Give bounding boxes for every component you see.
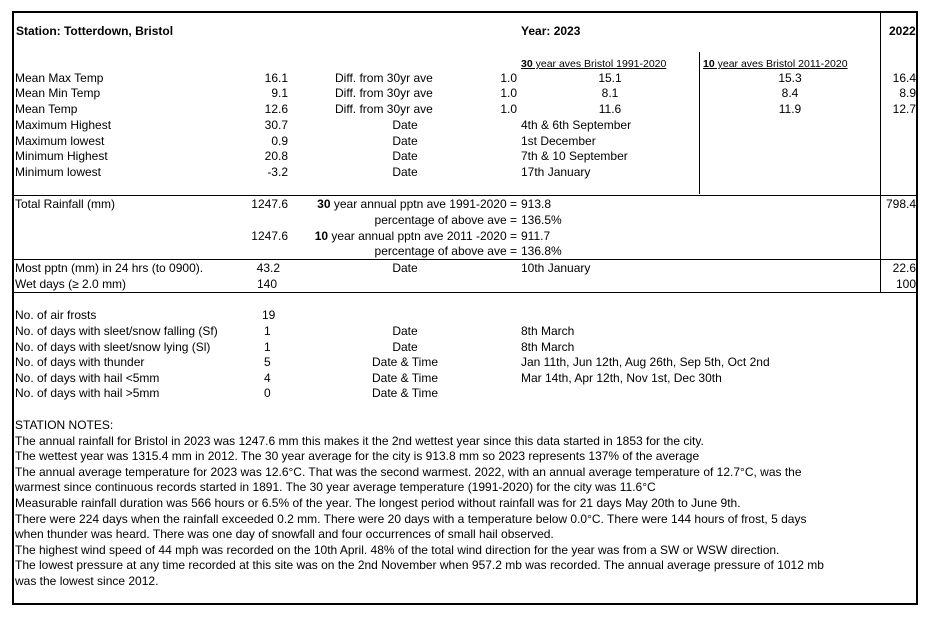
row-value: 16.1	[264, 71, 288, 85]
row-label: Mean Min Temp	[15, 86, 101, 100]
row-label: Wet days (≥ 2.0 mm)	[15, 277, 127, 291]
note-line: The lowest pressure at any time recorded at this site was on the 2nd November when 957.2 mb was recorded. The annual average pressure of 1012 mb	[15, 558, 824, 573]
row-value: 5	[264, 355, 271, 369]
row-value: -3.2	[267, 165, 288, 179]
prev-year-value: 22.6	[892, 261, 916, 275]
row-value: 0	[264, 386, 271, 400]
ave-10yr-value: 8.4	[781, 86, 799, 100]
ave-30yr-value: 8.1	[601, 86, 619, 100]
date-label: Date & Time	[371, 355, 439, 369]
note-line: Measurable rainfall duration was 566 hours or 6.5% of the year. The longest period without rainfall was for 21 days May 20th to June 9th.	[15, 495, 741, 510]
rainfall-pct30-value: 136.5%	[521, 213, 562, 227]
note-line: The highest wind speed of 44 mph was recorded on the 10th April. 48% of the total wind direction for the year was from a SW or WSW direction.	[15, 542, 780, 557]
diff-value: 1.0	[500, 86, 517, 100]
row-label: No. of days with sleet/snow lying (Sl)	[15, 340, 211, 354]
date-label: Date	[392, 340, 418, 354]
note-line: The wettest year was 1315.4 mm in 2012. The 30 year average for the city is 913.8 mm so 2023 represents 137% of the average	[15, 449, 700, 464]
row-value: 0.9	[271, 134, 288, 148]
ave-10yr-heading: 10 year aves Bristol 2011-2020	[703, 58, 848, 70]
prev-year-value: 8.9	[899, 86, 916, 100]
prev-year-value: 16.4	[892, 71, 916, 85]
prev-year-value: 12.7	[892, 102, 916, 116]
row-label: No. of days with hail >5mm	[15, 386, 160, 400]
rainfall-ave30-value: 913.8	[521, 197, 552, 211]
rainfall-prev-year: 798.4	[885, 197, 916, 211]
date-label: Date	[392, 324, 418, 338]
row-label: No. of air frosts	[15, 308, 97, 322]
rainfall-pct30-label: percentage of above ave =	[374, 213, 517, 227]
diff-label: Diff. from 30yr ave	[335, 71, 433, 85]
station-name: Station: Totterdown, Bristol	[16, 24, 174, 38]
date-value: 8th March	[521, 324, 575, 338]
note-line: warmest since continuous records started in 1891. The 30 year average temperature (1991-2020) for the city was 11.6°C	[15, 480, 656, 495]
row-label: Minimum lowest	[15, 165, 102, 179]
note-line: when thunder was heard. There was one day of snowfall and four occurrences of small hail observed.	[15, 527, 554, 542]
row-label: Maximum lowest	[15, 134, 105, 148]
ave-30yr-value: 15.1	[598, 71, 622, 85]
divider-rainfall-bottom	[13, 259, 917, 260]
rainfall-label: Total Rainfall (mm)	[15, 197, 116, 211]
row-value: 140	[256, 277, 277, 291]
note-line: There were 224 days when the rainfall exceeded 0.2 mm. There were 20 days with a temperature below 0.0°C. There were 144 hours of frost, 5 days	[15, 511, 807, 526]
date-label: Date	[392, 261, 418, 275]
ave-10yr-value: 11.9	[778, 102, 802, 116]
divider-2022-column	[880, 12, 881, 292]
row-label: No. of days with hail <5mm	[15, 371, 160, 385]
year-title: Year: 2023	[521, 24, 581, 38]
rainfall-pct10-value: 136.8%	[521, 244, 562, 258]
prev-year-value: 100	[895, 277, 916, 291]
rainfall-pct10-label: percentage of above ave =	[374, 244, 517, 258]
date-label: Date	[392, 165, 418, 179]
date-label: Date	[392, 149, 418, 163]
note-line: was the lowest since 2012.	[15, 573, 159, 588]
rainfall-value: 1247.6	[251, 197, 288, 211]
row-label: No. of days with sleet/snow falling (Sf)	[15, 324, 218, 338]
divider-rainfall-top	[13, 195, 917, 196]
divider-pptn-bottom	[13, 292, 917, 293]
row-value: 1	[264, 340, 271, 354]
date-value: Mar 14th, Apr 12th, Nov 1st, Dec 30th	[521, 371, 722, 385]
row-label: Minimum Highest	[15, 149, 108, 163]
row-value: 4	[264, 371, 271, 385]
date-value: 7th & 10 September	[521, 149, 628, 163]
row-label: Maximum Highest	[15, 118, 112, 132]
date-value: 4th & 6th September	[521, 118, 632, 132]
note-line: The annual average temperature for 2023 was 12.6°C. That was the second warmest. 2022, with an annual average temperature of 12.7°C, was the	[15, 464, 802, 479]
row-value: 43.2	[256, 261, 280, 275]
date-label: Date & Time	[371, 386, 439, 400]
date-value: 10th January	[521, 261, 591, 275]
row-label: Mean Max Temp	[15, 71, 104, 85]
row-value: 20.8	[264, 149, 288, 163]
date-value: 8th March	[521, 340, 575, 354]
date-label: Date	[392, 134, 418, 148]
ave-10yr-value: 15.3	[778, 71, 802, 85]
station-notes	[15, 418, 905, 590]
diff-value: 1.0	[500, 71, 517, 85]
rainfall-ave10-value: 911.7	[521, 229, 551, 243]
ave-30yr-heading: 30 year aves Bristol 1991-2020	[521, 58, 667, 70]
row-value: 12.6	[264, 102, 288, 116]
ave-30yr-value: 11.6	[598, 102, 622, 116]
diff-label: Diff. from 30yr ave	[335, 86, 433, 100]
date-label: Date	[392, 118, 418, 132]
row-label: Mean Temp	[15, 102, 78, 116]
row-value: 1	[264, 324, 271, 338]
note-line: The annual rainfall for Bristol in 2023 was 1247.6 mm this makes it the 2nd wettest year since this data started in 1853 for the city.	[15, 433, 704, 448]
diff-value: 1.0	[500, 102, 517, 116]
row-label: Most pptn (mm) in 24 hrs (to 0900).	[15, 261, 204, 275]
date-label: Date & Time	[371, 371, 439, 385]
date-value: 17th January	[521, 165, 591, 179]
notes-heading: STATION NOTES:	[15, 418, 114, 432]
rainfall-ave30-label: 30 year annual pptn ave 1991-2020 =	[317, 197, 517, 211]
row-value: 9.1	[271, 86, 288, 100]
rainfall-ave10-label: 10 year annual pptn ave 2011 -2020 =	[314, 229, 517, 243]
row-value: 30.7	[264, 118, 288, 132]
row-value: 19	[262, 308, 276, 322]
row-label: No. of days with thunder	[15, 355, 145, 369]
prev-year-title: 2022	[889, 24, 916, 38]
divider-10yr-column	[699, 52, 700, 194]
diff-label: Diff. from 30yr ave	[335, 102, 433, 116]
rainfall-value-2: 1247.6	[251, 229, 288, 243]
date-value: 1st December	[521, 134, 596, 148]
date-value: Jan 11th, Jun 12th, Aug 26th, Sep 5th, Oct 2nd	[521, 355, 770, 369]
